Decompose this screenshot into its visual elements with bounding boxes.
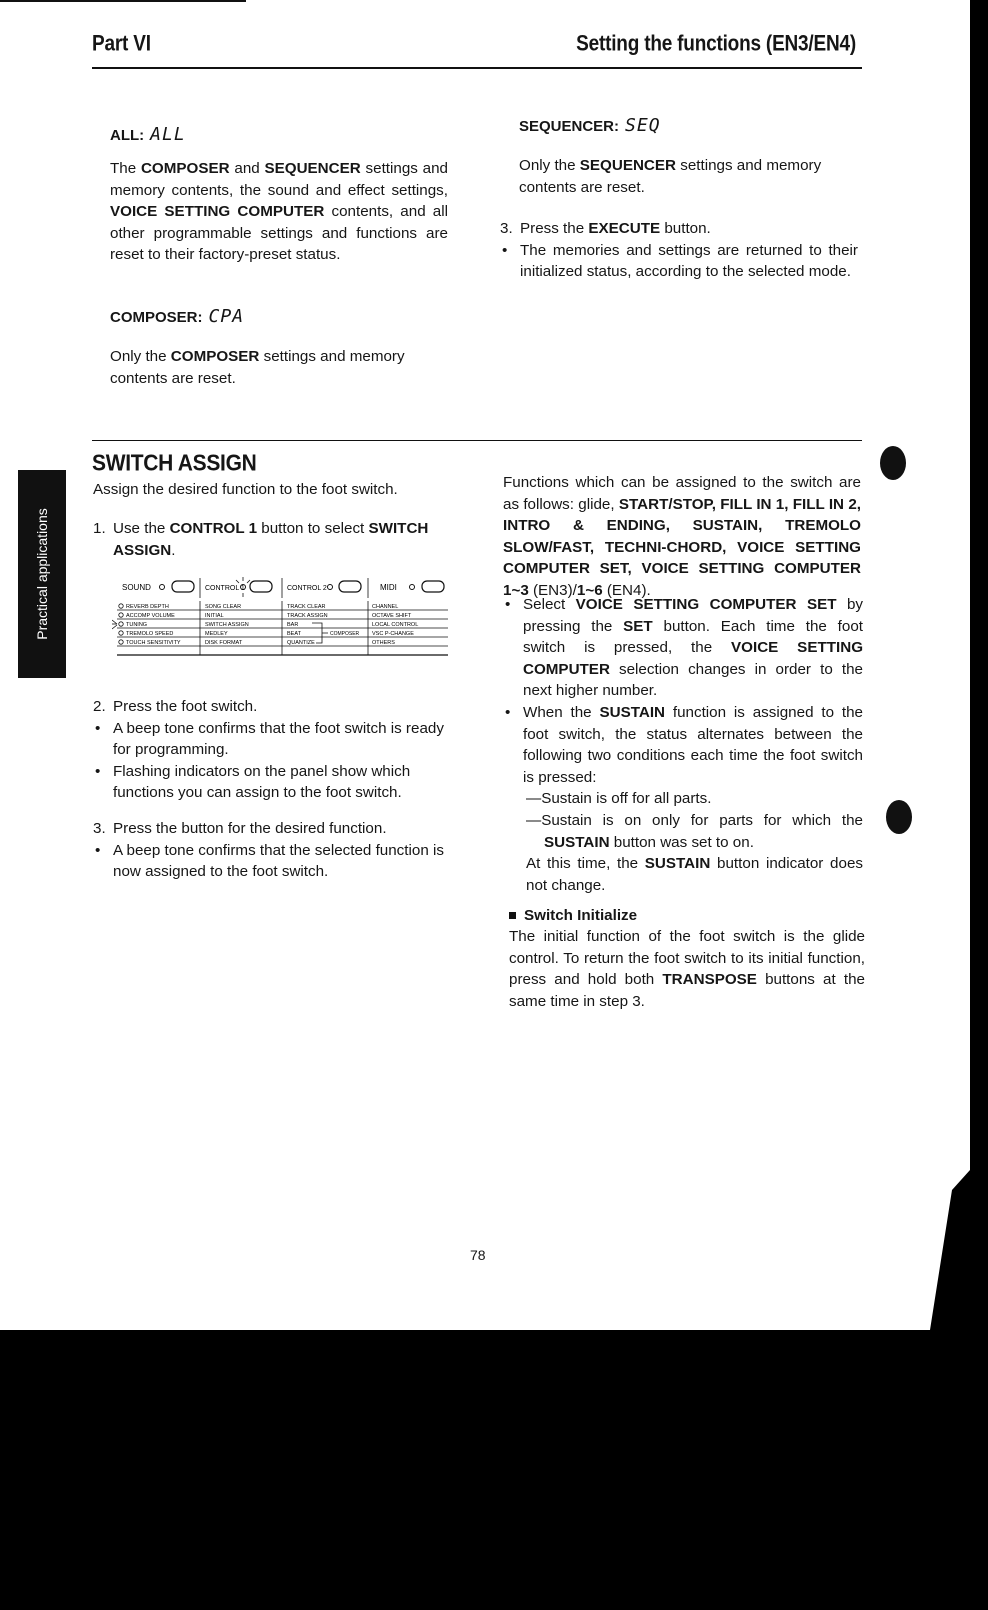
- part-label: Part VI: [92, 32, 151, 57]
- col4-item: OCTAVE SHIFT: [372, 613, 412, 619]
- sequencer-label: SEQUENCER:: [519, 118, 620, 135]
- col1-item: REVERB DEPTH: [126, 604, 169, 610]
- page-header-title: Setting the functions (EN3/EN4): [576, 32, 856, 57]
- composer-description: Only the COMPOSER settings and memory contents are reset.: [110, 348, 405, 387]
- all-label: ALL:: [110, 127, 145, 144]
- sustain-condition-off: —Sustain is off for all parts.: [526, 790, 712, 808]
- sequencer-heading: [519, 115, 661, 138]
- col3-item: BAR: [287, 622, 299, 628]
- midi-button-graphic: [422, 581, 444, 592]
- composer-lcd-display: CPA: [208, 306, 245, 327]
- functions-intro: Functions which can be assigned to the switch are as follows: glide, START/STOP, FILL IN 1, FILL IN 2, INTRO & ENDING, SUSTAIN, TREMOLO SLOW/FAST, TECHNI-CHORD, VOICE SETTING COMPUTER SET, VOICE SETTING COMPUTER 1~3 (EN3)/1~6 (EN4).: [503, 474, 861, 599]
- vsc-set-bullet: • Select VOICE SETTING COMPUTER SET by pressing the SET button. Each time the foot switch is pressed, the VOICE SETTING COMPUTER selection changes in order to the next higher number.: [503, 594, 863, 702]
- col3-item: TRACK ASSIGN: [287, 613, 328, 619]
- sound-label: SOUND: [122, 583, 151, 592]
- col2-item: SWITCH ASSIGN: [205, 622, 249, 628]
- col1-item: TOUCH SENSITIVITY: [126, 640, 181, 646]
- binder-hole-mark: [880, 446, 906, 480]
- sustain-condition-on: —Sustain is on only for parts for which the SUSTAIN button was set to on.: [526, 811, 863, 851]
- top-edge-rule: [0, 0, 246, 2]
- col1-item: ACCOMP VOLUME: [126, 613, 175, 619]
- composer-label: COMPOSER:: [110, 309, 203, 326]
- col2-item: SONG CLEAR: [205, 604, 242, 610]
- all-heading: [110, 124, 186, 147]
- col2-item: DISK FORMAT: [205, 640, 243, 646]
- step2-bullet: • A beep tone confirms that the foot switch is ready for programming.: [93, 718, 455, 761]
- switch-initialize-body: The initial function of the foot switch is the glide control. To return the foot switch to its initial function, press and hold both TRANSPOSE buttons at the same time in step 3.: [509, 928, 865, 1010]
- sequencer-lcd-display: SEQ: [625, 115, 661, 136]
- control-panel-illustration: [112, 568, 452, 660]
- col2-item: INITIAL: [205, 613, 224, 619]
- col3-item: QUANTIZE: [287, 640, 315, 646]
- execute-bullet: • The memories and settings are returned to their initialized status, according to the selected mode.: [500, 240, 858, 283]
- sequencer-description: Only the SEQUENCER settings and memory contents are reset.: [519, 157, 822, 196]
- control1-label: CONTROL 1: [205, 585, 245, 592]
- step2-bullet: • Flashing indicators on the panel show which functions you can assign to the foot switch.: [93, 761, 455, 804]
- all-lcd-display: ALL: [150, 124, 186, 145]
- binder-hole-mark: [886, 800, 912, 834]
- execute-step: 3. Press the EXECUTE button. • The memories and settings are returned to their initialized status, according to the selected mode.: [500, 218, 858, 283]
- all-description: The COMPOSER and SEQUENCER settings and memory contents, the sound and effect settings, VOICE SETTING COMPUTER contents, and all other programmable settings and functions are reset to their factory-preset status.: [110, 160, 449, 264]
- switch-assign-step2: 2. Press the foot switch. • A beep tone confirms that the foot switch is ready for programming. • Flashing indicators on the panel show which functions you can assign to the foot switch.: [93, 696, 455, 804]
- composer-group-label: COMPOSER: [330, 631, 360, 637]
- sustain-bullet: • When the SUSTAIN function is assigned to the foot switch, the status alternates between the following two conditions each time the foot switch is pressed:: [503, 702, 863, 788]
- control2-label: CONTROL 2: [287, 585, 327, 592]
- col4-item: LOCAL CONTROL: [372, 622, 419, 628]
- functions-bullets: [503, 594, 863, 896]
- col4-item: CHANNEL: [372, 604, 399, 610]
- page-number: 78: [470, 1247, 486, 1263]
- col1-item: TREMOLO SPEED: [126, 631, 174, 637]
- header-rule: [92, 67, 862, 69]
- square-bullet-icon: [509, 912, 516, 919]
- col4-item: OTHERS: [372, 640, 395, 646]
- scan-edge-shadow: [900, 1150, 988, 1610]
- col4-item: VSC P-CHANGE: [372, 631, 414, 637]
- midi-label: MIDI: [380, 583, 397, 592]
- side-tab-label: Practical applications: [34, 508, 51, 640]
- step3-bullet: • A beep tone confirms that the selected function is now assigned to the foot switch.: [93, 840, 455, 883]
- sustain-conditions: [503, 788, 863, 896]
- col1-item: TUNING: [126, 622, 148, 628]
- sustain-note: At this time, the SUSTAIN button indicator does not change.: [526, 855, 863, 894]
- switch-assign-step3: 3. Press the button for the desired function. • A beep tone confirms that the selected function is now assigned to the foot switch.: [93, 818, 455, 883]
- switch-assign-intro: Assign the desired function to the foot switch.: [93, 481, 398, 498]
- control2-button-graphic: [339, 581, 361, 592]
- sound-button-graphic: [172, 581, 194, 592]
- composer-heading: [110, 306, 244, 329]
- section-rule: [92, 440, 862, 441]
- col2-item: MEDLEY: [205, 631, 228, 637]
- switch-assign-step1: 1. Use the CONTROL 1 button to select SWITCH ASSIGN.: [93, 520, 429, 559]
- col3-item: TRACK CLEAR: [287, 604, 326, 610]
- switch-initialize-heading: Switch Initialize: [509, 905, 637, 927]
- col3-item: BEAT: [287, 631, 301, 637]
- control1-button-graphic: [250, 581, 272, 592]
- switch-assign-title: SWITCH ASSIGN: [92, 450, 257, 477]
